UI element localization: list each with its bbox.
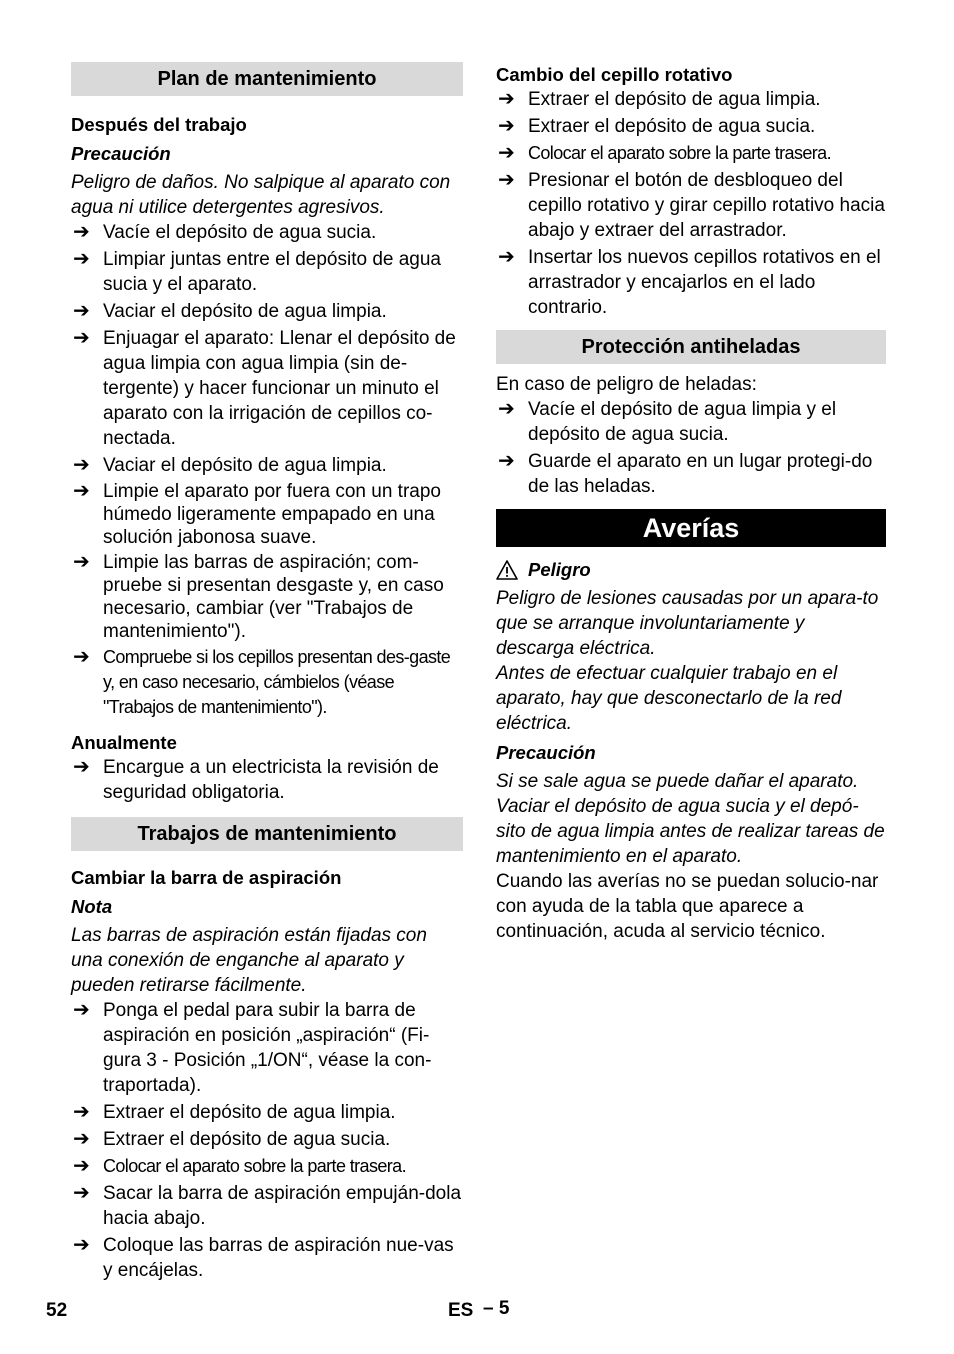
- list-item: ➔ Enjuagar el aparato: Llenar el depósito de agua limpia con agua limpia (sin de-tergente) y hacer funcionar un minuto el aparato con la irrigación de cepillos co-nectada.: [73, 327, 456, 449]
- arrow-right-icon: ➔: [73, 999, 90, 1021]
- list-item: ➔ Presionar el botón de desbloqueo del cepillo rotativo y girar cepillo rotativo hacia abajo y extraer del arrastrador.: [498, 169, 885, 241]
- frost-intro: En caso de peligro de heladas:: [496, 374, 757, 395]
- note-label: Nota: [71, 896, 113, 917]
- arrow-right-icon: ➔: [498, 398, 515, 420]
- suction-bar-list: [71, 998, 463, 1283]
- warning-triangle-icon: [496, 560, 518, 580]
- arrow-right-icon: ➔: [73, 1128, 90, 1150]
- arrow-right-icon: ➔: [498, 88, 515, 110]
- arrow-right-icon: ➔: [498, 450, 515, 472]
- arrow-right-icon: ➔: [73, 1155, 90, 1177]
- arrow-right-icon: ➔: [73, 756, 90, 778]
- footer-language: ES: [448, 1300, 474, 1321]
- list-item: ➔ Vacíe el depósito de agua sucia.: [73, 221, 377, 243]
- arrow-right-icon: ➔: [73, 327, 90, 349]
- arrow-right-icon: ➔: [73, 300, 90, 322]
- arrow-right-icon: ➔: [73, 1101, 90, 1123]
- arrow-right-icon: ➔: [498, 169, 515, 191]
- brush-list: [496, 87, 886, 320]
- arrow-right-icon: ➔: [73, 480, 90, 502]
- note-text: Las barras de aspiración están fijadas con una conexión de enganche al aparato y pueden retirarse fácilmente.: [71, 925, 427, 996]
- caution-label-2: Precaución: [496, 742, 596, 763]
- section-heading-maintenance-plan: Plan de mantenimiento: [71, 62, 463, 96]
- list-item: ➔ Limpie las barras de aspiración; com-pruebe si presentan desgaste y, en caso necesario, cambiar (ver "Trabajos de mantenimiento").: [73, 551, 444, 642]
- subheading-after-work: Después del trabajo: [71, 114, 247, 135]
- subheading-annually: Anualmente: [71, 732, 177, 753]
- caution-text: Peligro de daños. No salpique al aparato con agua ni utilice detergentes agresivos.: [71, 172, 451, 218]
- arrow-right-icon: ➔: [73, 1234, 90, 1256]
- list-item: ➔ Limpiar juntas entre el depósito de agua sucia y el aparato.: [73, 248, 442, 295]
- frost-list: [496, 397, 886, 499]
- arrow-right-icon: ➔: [498, 142, 515, 164]
- arrow-right-icon: ➔: [73, 551, 90, 573]
- list-item: ➔ Colocar el aparato sobre la parte trasera.: [73, 1155, 406, 1177]
- arrow-right-icon: ➔: [73, 1182, 90, 1204]
- section-heading-maintenance-work: Trabajos de mantenimiento: [71, 817, 463, 851]
- list-item: ➔ Colocar el aparato sobre la parte trasera.: [498, 142, 831, 164]
- arrow-right-icon: ➔: [498, 115, 515, 137]
- arrow-right-icon: ➔: [73, 248, 90, 270]
- danger-heading: [496, 557, 886, 582]
- list-item: ➔ Extraer el depósito de agua limpia.: [73, 1101, 396, 1123]
- caution-text-2: Si se sale agua se puede dañar el aparato. Vaciar el depósito de agua sucia y el depó-sito de agua limpia antes de realizar tareas de mantenimiento en el aparato.: [496, 771, 885, 867]
- subheading-change-suction-bar: Cambiar la barra de aspiración: [71, 867, 342, 888]
- arrow-right-icon: ➔: [73, 454, 90, 476]
- arrow-right-icon: ➔: [73, 221, 90, 243]
- after-work-list: [71, 220, 463, 720]
- list-item: ➔ Vaciar el depósito de agua limpia.: [73, 454, 387, 476]
- left-column: [71, 62, 463, 1285]
- danger-label: Peligro: [528, 559, 591, 580]
- subheading-brush-change: Cambio del cepillo rotativo: [496, 64, 733, 85]
- list-item: ➔ Extraer el depósito de agua sucia.: [73, 1128, 391, 1150]
- list-item: ➔ Vacíe el depósito de agua limpia y el depósito de agua sucia.: [498, 398, 837, 445]
- chapter-heading-faults: Averías: [496, 509, 886, 547]
- arrow-right-icon: ➔: [498, 246, 515, 268]
- list-item: ➔ Limpie el aparato por fuera con un trapo húmedo ligeramente empapado en una solución jabonosa suave.: [73, 480, 441, 548]
- list-item: ➔ Guarde el aparato en un lugar protegi-do de las heladas.: [498, 450, 873, 497]
- list-item: ➔ Encargue a un electricista la revisión de seguridad obligatoria.: [73, 756, 439, 803]
- list-item: ➔ Insertar los nuevos cepillos rotativos en el arrastrador y encajarlos en el lado contrario.: [498, 246, 881, 318]
- danger-text-1: Peligro de lesiones causadas por un apara-to que se arranque involuntariamente y descarga eléctrica.: [496, 588, 879, 659]
- annually-list: [71, 755, 463, 805]
- list-item: ➔ Coloque las barras de aspiración nue-vas y encájelas.: [73, 1234, 454, 1281]
- footer-section-number: – 5: [483, 1298, 510, 1319]
- list-item: ➔ Sacar la barra de aspiración empuján-dola hacia abajo.: [73, 1182, 462, 1229]
- list-item: ➔ Extraer el depósito de agua limpia.: [498, 88, 821, 110]
- danger-text-2: Antes de efectuar cualquier trabajo en el aparato, hay que desconectarlo de la red eléctrica.: [496, 663, 842, 734]
- section-heading-frost-protection: Protección antiheladas: [496, 330, 886, 364]
- arrow-right-icon: ➔: [73, 646, 90, 668]
- list-item: ➔ Extraer el depósito de agua sucia.: [498, 115, 816, 137]
- right-column: [496, 62, 886, 944]
- list-item: ➔ Compruebe si los cepillos presentan des-gaste y, en caso necesario, cámbielos (véase "Trabajos de mantenimiento").: [73, 646, 451, 717]
- caution-label: Precaución: [71, 143, 171, 164]
- service-text: Cuando las averías no se puedan solucio-nar con ayuda de la tabla que aparece a continuación, acuda al servicio técnico.: [496, 871, 879, 942]
- list-item: ➔ Ponga el pedal para subir la barra de aspiración en posición „aspiración“ (Fi-gura 3 - Posición „1/ON“, véase la con-traportada).: [73, 999, 432, 1096]
- list-item: ➔ Vaciar el depósito de agua limpia.: [73, 300, 387, 322]
- page-number: 52: [46, 1300, 68, 1321]
